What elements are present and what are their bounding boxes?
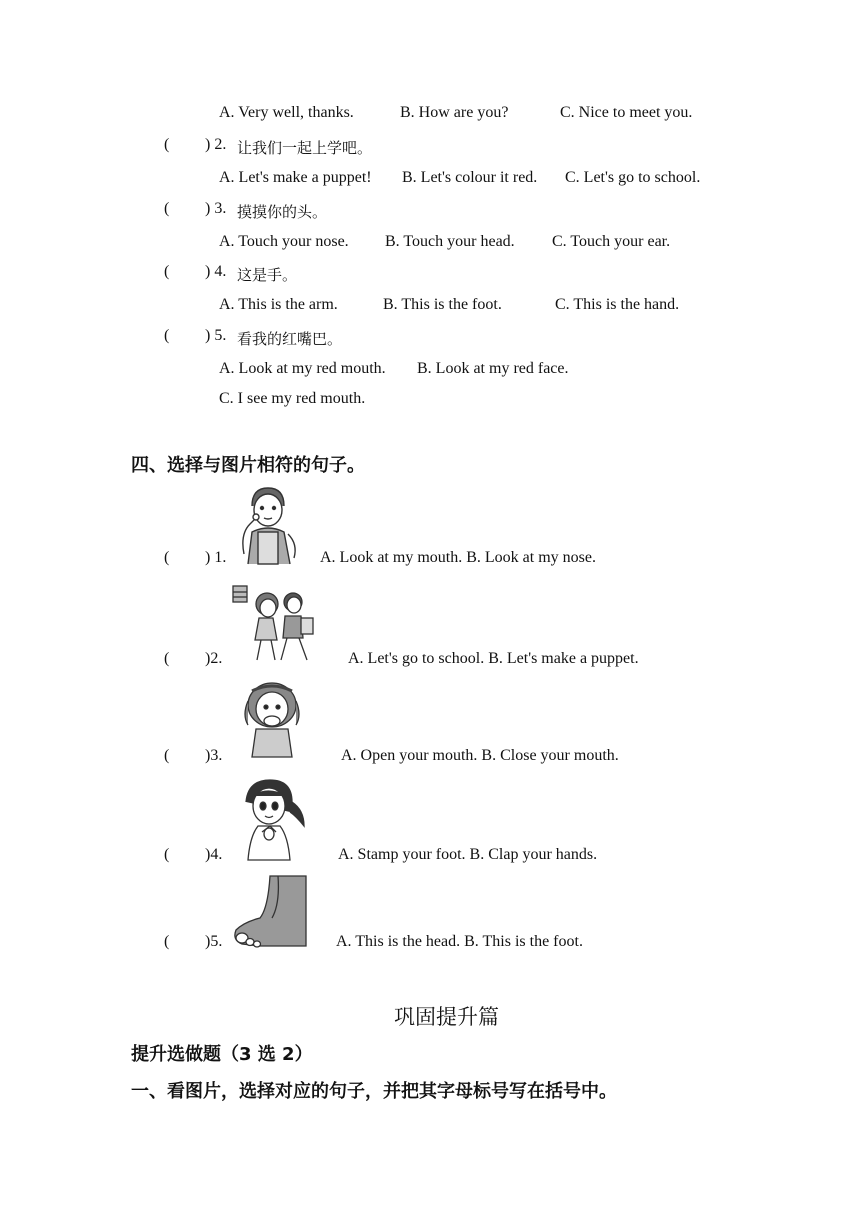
item-options: A. Open your mouth. B. Close your mouth. bbox=[341, 747, 619, 764]
question-number: ) 2. bbox=[205, 136, 227, 153]
item-options: A. Stamp your foot. B. Clap your hands. bbox=[338, 846, 598, 863]
question-number: ) 3. bbox=[205, 200, 227, 217]
q3-option-a: A. Touch your nose. bbox=[219, 233, 349, 250]
answer-paren[interactable]: ( bbox=[164, 549, 170, 566]
question-number: ) 1. bbox=[205, 549, 227, 566]
answer-paren[interactable]: ( bbox=[164, 747, 170, 764]
q3-option-b: B. Touch your head. bbox=[385, 233, 515, 250]
section-heading: 四、选择与图片相符的句子。 bbox=[131, 455, 365, 476]
q3-option-c: C. Touch your ear. bbox=[552, 233, 671, 250]
q5-option-c: C. I see my red mouth. bbox=[219, 390, 366, 407]
question-number: ) 5. bbox=[205, 327, 227, 344]
question-prompt: 看我的红嘴巴。 bbox=[237, 330, 343, 348]
kids-walking-to-school-picture bbox=[231, 584, 323, 664]
boy-pointing-mouth-picture bbox=[234, 484, 302, 566]
q2-option-c: C. Let's go to school. bbox=[565, 169, 701, 186]
girl-clapping-hands-picture bbox=[234, 776, 314, 862]
girl-covering-mouth-picture bbox=[238, 681, 306, 759]
section-title: 巩固提升篇 bbox=[394, 1005, 499, 1029]
item-options: A. This is the head. B. This is the foot. bbox=[336, 933, 583, 950]
question-number: )3. bbox=[205, 747, 223, 764]
q1-option-b: B. How are you? bbox=[400, 104, 509, 121]
question-number: )5. bbox=[205, 933, 223, 950]
part1-heading: 一、看图片，选择对应的句子，并把其字母标号写在括号中。 bbox=[131, 1081, 617, 1102]
question-prompt: 这是手。 bbox=[237, 266, 298, 284]
question-number: )2. bbox=[205, 650, 223, 667]
answer-paren[interactable]: ( bbox=[164, 933, 170, 950]
q2-option-b: B. Let's colour it red. bbox=[402, 169, 538, 186]
answer-paren[interactable]: ( bbox=[164, 136, 170, 153]
q4-option-a: A. This is the arm. bbox=[219, 296, 338, 313]
item-options: A. Let's go to school. B. Let's make a puppet. bbox=[348, 650, 639, 667]
question-number: )4. bbox=[205, 846, 223, 863]
q1-option-a: A. Very well, thanks. bbox=[219, 104, 354, 121]
q2-option-a: A. Let's make a puppet! bbox=[219, 169, 372, 186]
answer-paren[interactable]: ( bbox=[164, 650, 170, 667]
answer-paren[interactable]: ( bbox=[164, 200, 170, 217]
q4-option-b: B. This is the foot. bbox=[383, 296, 502, 313]
question-prompt: 摸摸你的头。 bbox=[237, 203, 328, 221]
foot-picture bbox=[230, 874, 308, 950]
sub-heading: 提升选做题（3 选 2） bbox=[131, 1044, 313, 1065]
q4-option-c: C. This is the hand. bbox=[555, 296, 680, 313]
question-prompt: 让我们一起上学吧。 bbox=[237, 139, 373, 157]
answer-paren[interactable]: ( bbox=[164, 846, 170, 863]
q5-option-a: A. Look at my red mouth. bbox=[219, 360, 386, 377]
q1-option-c: C. Nice to meet you. bbox=[560, 104, 693, 121]
answer-paren[interactable]: ( bbox=[164, 327, 170, 344]
question-number: ) 4. bbox=[205, 263, 227, 280]
item-options: A. Look at my mouth. B. Look at my nose. bbox=[320, 549, 596, 566]
q5-option-b: B. Look at my red face. bbox=[417, 360, 569, 377]
answer-paren[interactable]: ( bbox=[164, 263, 170, 280]
